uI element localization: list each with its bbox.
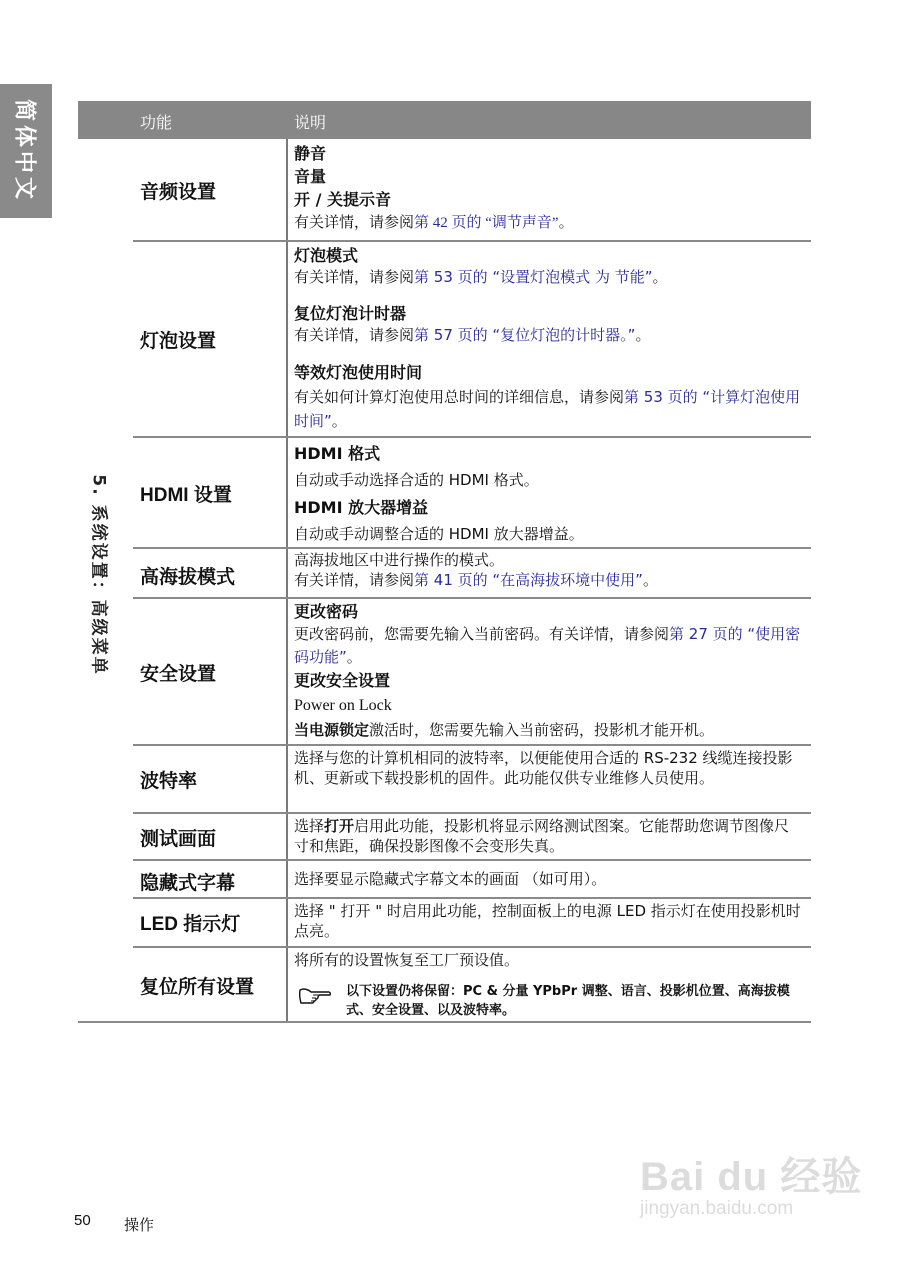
desc-lamp [294,244,804,433]
function-closed-caption: 隐藏式字幕 [140,873,236,894]
chapter-label-text: 5. 系统设置：高级菜单 [88,474,109,676]
desc-led-indicator: 选择 " 打开 " 时启用此功能，控制面板上的电源 LED 指示灯在使用投影机时点亮。 [294,902,801,940]
function-security: 安全设置 [140,664,217,685]
row-divider [133,812,811,814]
item-equivalent-lamp-hours: 等效灯泡使用时间 [294,363,423,382]
desc-audio [294,142,804,235]
function-reset-all: 复位所有设置 [140,977,255,998]
item-volume: 音量 [294,167,327,186]
function-lamp: 灯泡设置 [140,331,217,352]
ref-line: 有关详情，请参阅第 41 页的 “在高海拔环境中使用”。 [294,571,658,589]
watermark [640,1145,862,1220]
item-hdmi-amp-gain: HDMI 放大器增益 [294,498,429,517]
ref-line: 有关详情，请参阅第 57 页的 “复位灯泡的计时器。”。 [294,326,651,344]
item-hdmi-format: HDMI 格式 [294,444,381,463]
ref-line: 有关详情，请参阅第 42 页的 “调节声音”。 [294,213,574,231]
function-baud-rate: 波特率 [140,771,198,792]
desc-closed-caption: 选择要显示隐藏式字幕文本的画面 （如可用）。 [294,870,607,888]
desc-security [294,600,804,742]
item-beep: 开 / 关提示音 [294,190,391,209]
ref-line: 更改密码前，您需要先输入当前密码。有关详情，请参阅第 27 页的 “使用密码功能”。 [294,625,801,666]
item-lamp-mode: 灯泡模式 [294,246,359,265]
desc-baud-rate: 选择与您的计算机相同的波特率，以便能使用合适的 RS-232 线缆连接投影机、更新或下载投影机的固件。此功能仅供专业维修人员使用。 [294,749,793,787]
footer-section: 操作 [124,1216,155,1234]
row-divider [133,744,811,746]
note-text: 以下设置仍将保留：PC & 分量 YPbPr 调整、语言、投影机位置、高海拔模式、安全设置、以及波特率。 [346,984,790,1018]
row-divider [133,946,811,948]
header-description: 说明 [294,113,327,132]
row-divider [133,240,811,242]
function-test-pattern: 测试画面 [140,829,217,850]
item-change-security-settings: 更改安全设置 [294,671,391,690]
ref-line: 有关如何计算灯泡使用总时间的详细信息，请参阅第 53 页的 “计算灯泡使用时间”。 [294,388,801,430]
header-function: 功能 [140,113,173,132]
desc-test-pattern: 选择打开启用此功能，投影机将显示网络测试图案。它能帮助您调节图像尺寸和焦距，确保投影图像不会变形失真。 [294,817,790,855]
row-divider [133,436,811,438]
item-reset-lamp-timer: 复位灯泡计时器 [294,304,407,323]
row-divider [133,859,811,861]
item-text: 当电源锁定激活时，您需要先输入当前密码，投影机才能开机。 [294,721,715,739]
function-high-altitude: 高海拔模式 [140,567,236,588]
ref-line: 有关详情，请参阅第 53 页的 “设置灯泡模式 为 节能”。 [294,268,668,286]
function-hdmi: HDMI 设置 [140,485,232,506]
row-divider [133,597,811,599]
item-text: 自动或手动调整合适的 HDMI 放大器增益。 [294,525,584,543]
function-audio: 音频设置 [140,182,217,203]
page-link[interactable]: 第 57 页的 “复位灯泡的计时器。” [414,326,636,344]
watermark-url: jingyan.baidu.com [640,1198,794,1219]
page-link[interactable]: 第 42 页的 “调节声音” [414,215,559,231]
watermark-logo: Bai du 经验 [640,1155,863,1199]
desc-high-altitude [294,550,804,590]
pointing-hand-icon [298,986,332,1006]
page-number: 50 [74,1212,91,1229]
item-power-on-lock: Power on Lock [294,697,392,714]
item-text: 自动或手动选择合适的 HDMI 格式。 [294,471,539,489]
table-header [78,101,811,139]
table-bottom-rule [78,1021,811,1023]
column-divider [286,139,288,1023]
desc-hdmi [294,440,804,548]
page-link[interactable]: 第 41 页的 “在高海拔环境中使用” [414,571,643,589]
row-divider [133,897,811,899]
item-change-password: 更改密码 [294,602,359,621]
page-link[interactable]: 第 53 页的 “设置灯泡模式 为 节能” [414,268,653,286]
language-tab-label: 简体中文 [11,98,37,204]
language-tab [0,84,52,218]
function-led-indicator: LED 指示灯 [140,914,241,935]
page-link[interactable]: 第 27 页的 “使用密码功能” [294,625,801,666]
desc-reset-all: 将所有的设置恢复至工厂预设值。 [294,951,520,969]
page-link[interactable]: 第 53 页的 “计算灯泡使用时间” [294,388,801,430]
item-mute: 静音 [294,144,327,163]
item-text: 高海拔地区中进行操作的模式。 [294,551,505,569]
